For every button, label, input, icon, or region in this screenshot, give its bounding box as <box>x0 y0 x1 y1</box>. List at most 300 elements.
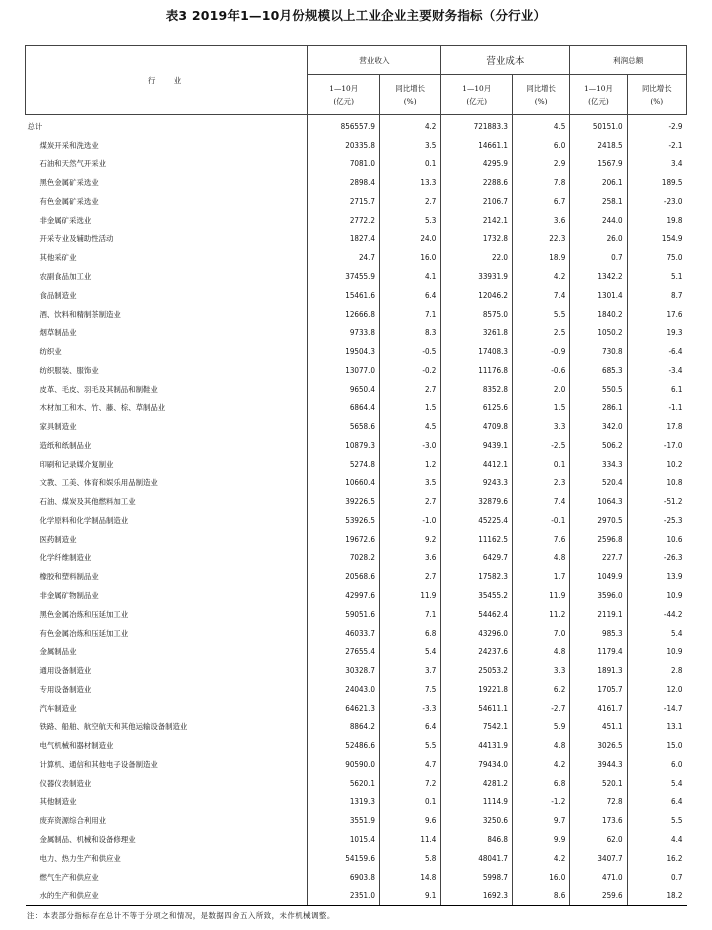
revenue-growth: 3.7 <box>380 661 441 680</box>
profit-value: 471.0 <box>570 868 627 887</box>
profit-value: 3944.3 <box>570 755 627 774</box>
cost-value: 79434.0 <box>441 755 513 774</box>
revenue-growth: 3.6 <box>380 549 441 568</box>
cost-growth: 3.3 <box>513 417 570 436</box>
table-header <box>26 46 687 115</box>
subheader-revenue-growth: 同比增长 (%) <box>380 75 441 115</box>
revenue-value: 10879.3 <box>308 436 380 455</box>
revenue-growth: 5.4 <box>380 642 441 661</box>
profit-growth: -17.0 <box>627 436 686 455</box>
cost-value: 22.0 <box>441 248 513 267</box>
revenue-growth: 0.1 <box>380 155 441 174</box>
industry-name: 造纸和纸制品业 <box>39 440 92 450</box>
cost-value: 54462.4 <box>441 605 513 624</box>
table-row <box>26 230 687 249</box>
table-row <box>26 680 687 699</box>
profit-growth: 17.8 <box>627 417 686 436</box>
revenue-value: 1827.4 <box>308 230 380 249</box>
revenue-growth: 24.0 <box>380 230 441 249</box>
cost-growth: 7.4 <box>513 286 570 305</box>
table-row <box>26 455 687 474</box>
profit-value: 1891.3 <box>570 661 627 680</box>
profit-value: 227.7 <box>570 549 627 568</box>
table-row <box>26 886 687 905</box>
revenue-growth: 4.7 <box>380 755 441 774</box>
revenue-value: 9733.8 <box>308 323 380 342</box>
industry-name: 金属制品、机械和设备修理业 <box>39 834 136 844</box>
industry-name: 通用设备制造业 <box>39 666 92 676</box>
cost-growth: 7.8 <box>513 173 570 192</box>
revenue-value: 5658.6 <box>308 417 380 436</box>
industry-name: 纺织业 <box>39 347 62 357</box>
cost-growth: 3.6 <box>513 211 570 230</box>
profit-growth: 2.8 <box>627 661 686 680</box>
revenue-value: 856557.9 <box>308 115 380 136</box>
profit-growth: 10.2 <box>627 455 686 474</box>
cost-growth: 6.0 <box>513 136 570 155</box>
revenue-growth: 16.0 <box>380 248 441 267</box>
revenue-value: 2715.7 <box>308 192 380 211</box>
profit-growth: 5.4 <box>627 774 686 793</box>
industry-name: 文教、工美、体育和娱乐用品制造业 <box>39 478 158 488</box>
revenue-growth: 9.6 <box>380 811 441 830</box>
profit-growth: 0.7 <box>627 868 686 887</box>
profit-growth: 8.7 <box>627 286 686 305</box>
industry-name: 石油、煤炭及其他燃料加工业 <box>39 497 136 507</box>
profit-growth: 12.0 <box>627 680 686 699</box>
cost-growth: 6.7 <box>513 192 570 211</box>
table-row <box>26 115 687 136</box>
cost-growth: 9.9 <box>513 830 570 849</box>
profit-value: 62.0 <box>570 830 627 849</box>
revenue-growth: -1.0 <box>380 511 441 530</box>
revenue-growth: 11.9 <box>380 586 441 605</box>
revenue-value: 13077.0 <box>308 361 380 380</box>
revenue-growth: 6.8 <box>380 624 441 643</box>
table-row <box>26 511 687 530</box>
header-profit: 利润总额 <box>570 46 687 75</box>
table-row <box>26 811 687 830</box>
profit-value: 50151.0 <box>570 115 627 136</box>
revenue-growth: 0.1 <box>380 793 441 812</box>
revenue-value: 19504.3 <box>308 342 380 361</box>
cost-value: 54611.1 <box>441 699 513 718</box>
revenue-growth: 2.7 <box>380 192 441 211</box>
profit-value: 206.1 <box>570 173 627 192</box>
profit-value: 985.3 <box>570 624 627 643</box>
profit-growth: 17.6 <box>627 305 686 324</box>
revenue-growth: -0.2 <box>380 361 441 380</box>
industry-name: 总计 <box>27 121 43 131</box>
subheader-revenue-period: 1—10月 (亿元) <box>308 75 380 115</box>
profit-growth: -51.2 <box>627 492 686 511</box>
revenue-growth: 2.7 <box>380 567 441 586</box>
profit-growth: 10.9 <box>627 586 686 605</box>
cost-growth: 5.9 <box>513 718 570 737</box>
table-title: 表3 2019年1—10月份规模以上工业企业主要财务指标（分行业） <box>165 8 547 23</box>
cost-growth: -0.1 <box>513 511 570 530</box>
industry-name: 汽车制造业 <box>39 703 77 713</box>
profit-growth: -23.0 <box>627 192 686 211</box>
industry-name: 酒、饮料和精制茶制造业 <box>39 309 121 319</box>
revenue-growth: 7.5 <box>380 680 441 699</box>
cost-value: 4412.1 <box>441 455 513 474</box>
profit-value: 342.0 <box>570 417 627 436</box>
revenue-value: 6903.8 <box>308 868 380 887</box>
revenue-growth: 6.4 <box>380 718 441 737</box>
profit-value: 451.1 <box>570 718 627 737</box>
revenue-value: 2898.4 <box>308 173 380 192</box>
table-row <box>26 192 687 211</box>
revenue-value: 7081.0 <box>308 155 380 174</box>
profit-growth: 13.9 <box>627 567 686 586</box>
profit-value: 730.8 <box>570 342 627 361</box>
cost-value: 6125.6 <box>441 398 513 417</box>
industry-name: 医药制造业 <box>39 534 77 544</box>
industry-name: 专用设备制造业 <box>39 684 92 694</box>
cost-growth: 6.8 <box>513 774 570 793</box>
table-row <box>26 474 687 493</box>
revenue-value: 12666.8 <box>308 305 380 324</box>
cost-growth: 4.5 <box>513 115 570 136</box>
profit-growth: 13.1 <box>627 718 686 737</box>
profit-value: 2119.1 <box>570 605 627 624</box>
industry-name: 农副食品加工业 <box>39 272 92 281</box>
revenue-growth: 8.3 <box>380 323 441 342</box>
cost-growth: 2.9 <box>513 155 570 174</box>
cost-growth: 1.7 <box>513 567 570 586</box>
industry-name: 非金属矿采选业 <box>39 215 92 225</box>
profit-growth: -2.9 <box>627 115 686 136</box>
profit-growth: 19.3 <box>627 323 686 342</box>
profit-growth: 6.4 <box>627 793 686 812</box>
cost-value: 1692.3 <box>441 886 513 905</box>
profit-value: 1064.3 <box>570 492 627 511</box>
table-row <box>26 549 687 568</box>
revenue-value: 20335.8 <box>308 136 380 155</box>
industry-name: 纺织服装、服饰业 <box>39 365 99 375</box>
profit-value: 3026.5 <box>570 736 627 755</box>
cost-growth: 2.5 <box>513 323 570 342</box>
profit-value: 3596.0 <box>570 586 627 605</box>
profit-value: 334.3 <box>570 455 627 474</box>
profit-growth: 10.6 <box>627 530 686 549</box>
cost-value: 4281.2 <box>441 774 513 793</box>
cost-growth: 3.3 <box>513 661 570 680</box>
revenue-growth: 4.2 <box>380 115 441 136</box>
revenue-value: 46033.7 <box>308 624 380 643</box>
table-row <box>26 868 687 887</box>
revenue-value: 9650.4 <box>308 380 380 399</box>
industry-name: 黑色金属冶炼和压延加工业 <box>39 609 129 619</box>
profit-value: 1179.4 <box>570 642 627 661</box>
cost-value: 43296.0 <box>441 624 513 643</box>
table-row <box>26 849 687 868</box>
table-row <box>26 398 687 417</box>
table-row <box>26 567 687 586</box>
cost-value: 11176.8 <box>441 361 513 380</box>
revenue-growth: -0.5 <box>380 342 441 361</box>
table-row <box>26 718 687 737</box>
revenue-value: 54159.6 <box>308 849 380 868</box>
cost-growth: 2.0 <box>513 380 570 399</box>
cost-value: 25053.2 <box>441 661 513 680</box>
cost-growth: 11.2 <box>513 605 570 624</box>
profit-value: 0.7 <box>570 248 627 267</box>
profit-growth: -2.1 <box>627 136 686 155</box>
cost-value: 48041.7 <box>441 849 513 868</box>
table-row <box>26 136 687 155</box>
cost-growth: 22.3 <box>513 230 570 249</box>
cost-growth: -2.5 <box>513 436 570 455</box>
industry-name: 烟草制品业 <box>39 328 77 338</box>
revenue-value: 1015.4 <box>308 830 380 849</box>
industry-name: 化学原料和化学制品制造业 <box>39 515 129 525</box>
industry-name: 燃气生产和供应业 <box>39 872 99 882</box>
cost-growth: 4.2 <box>513 267 570 286</box>
cost-value: 2106.7 <box>441 192 513 211</box>
subheader-cost-period: 1—10月 (亿元) <box>441 75 513 115</box>
industry-name: 金属制品业 <box>39 647 77 657</box>
cost-growth: 1.5 <box>513 398 570 417</box>
profit-growth: -6.4 <box>627 342 686 361</box>
profit-growth: 5.5 <box>627 811 686 830</box>
table-row <box>26 492 687 511</box>
cost-growth: 6.2 <box>513 680 570 699</box>
revenue-growth: 4.5 <box>380 417 441 436</box>
header-revenue: 营业收入 <box>308 46 441 75</box>
table-row <box>26 380 687 399</box>
table-row <box>26 755 687 774</box>
subheader-cost-growth: 同比增长 (%) <box>513 75 570 115</box>
profit-value: 3407.7 <box>570 849 627 868</box>
cost-value: 7542.1 <box>441 718 513 737</box>
profit-value: 1567.9 <box>570 155 627 174</box>
profit-value: 1050.2 <box>570 323 627 342</box>
revenue-growth: 11.4 <box>380 830 441 849</box>
revenue-value: 2772.2 <box>308 211 380 230</box>
cost-growth: 8.6 <box>513 886 570 905</box>
revenue-growth: 14.8 <box>380 868 441 887</box>
cost-value: 846.8 <box>441 830 513 849</box>
cost-growth: 11.9 <box>513 586 570 605</box>
profit-value: 2970.5 <box>570 511 627 530</box>
cost-growth: -1.2 <box>513 793 570 812</box>
table-row <box>26 830 687 849</box>
industry-name: 木材加工和木、竹、藤、棕、草制品业 <box>39 403 166 413</box>
cost-value: 5998.7 <box>441 868 513 887</box>
profit-growth: 75.0 <box>627 248 686 267</box>
revenue-value: 1319.3 <box>308 793 380 812</box>
profit-value: 26.0 <box>570 230 627 249</box>
revenue-growth: 1.2 <box>380 455 441 474</box>
profit-value: 259.6 <box>570 886 627 905</box>
cost-value: 14661.1 <box>441 136 513 155</box>
profit-value: 550.5 <box>570 380 627 399</box>
cost-value: 24237.6 <box>441 642 513 661</box>
revenue-growth: -3.0 <box>380 436 441 455</box>
revenue-value: 27655.4 <box>308 642 380 661</box>
profit-growth: 16.2 <box>627 849 686 868</box>
profit-growth: -3.4 <box>627 361 686 380</box>
revenue-growth: 7.1 <box>380 305 441 324</box>
table-row <box>26 661 687 680</box>
subheader-profit-growth: 同比增长 (%) <box>627 75 686 115</box>
revenue-value: 90590.0 <box>308 755 380 774</box>
table-row <box>26 642 687 661</box>
table-row <box>26 305 687 324</box>
table-row <box>26 173 687 192</box>
revenue-growth: 9.2 <box>380 530 441 549</box>
revenue-value: 19672.6 <box>308 530 380 549</box>
revenue-value: 52486.6 <box>308 736 380 755</box>
profit-growth: 189.5 <box>627 173 686 192</box>
profit-value: 244.0 <box>570 211 627 230</box>
revenue-value: 24043.0 <box>308 680 380 699</box>
revenue-value: 59051.6 <box>308 605 380 624</box>
profit-growth: 6.0 <box>627 755 686 774</box>
profit-growth: 19.8 <box>627 211 686 230</box>
cost-growth: 7.6 <box>513 530 570 549</box>
table-row <box>26 342 687 361</box>
revenue-growth: 7.1 <box>380 605 441 624</box>
profit-value: 2418.5 <box>570 136 627 155</box>
cost-value: 1114.9 <box>441 793 513 812</box>
cost-growth: 16.0 <box>513 868 570 887</box>
revenue-value: 30328.7 <box>308 661 380 680</box>
cost-growth: 18.9 <box>513 248 570 267</box>
revenue-growth: 5.8 <box>380 849 441 868</box>
cost-value: 17582.3 <box>441 567 513 586</box>
revenue-growth: 3.5 <box>380 136 441 155</box>
table-row <box>26 248 687 267</box>
revenue-growth: 13.3 <box>380 173 441 192</box>
profit-growth: 154.9 <box>627 230 686 249</box>
revenue-value: 10660.4 <box>308 474 380 493</box>
industry-name: 食品制造业 <box>39 290 77 300</box>
industry-name: 开采专业及辅助性活动 <box>39 234 114 244</box>
profit-value: 1342.2 <box>570 267 627 286</box>
cost-value: 3261.8 <box>441 323 513 342</box>
table-row <box>26 699 687 718</box>
industry-name: 橡胶和塑料制品业 <box>39 572 99 582</box>
profit-value: 1840.2 <box>570 305 627 324</box>
cost-value: 3250.6 <box>441 811 513 830</box>
revenue-value: 5274.8 <box>308 455 380 474</box>
profit-value: 72.8 <box>570 793 627 812</box>
cost-growth: 4.2 <box>513 849 570 868</box>
revenue-growth: 3.5 <box>380 474 441 493</box>
table-row <box>26 211 687 230</box>
revenue-growth: 2.7 <box>380 492 441 511</box>
table-row <box>26 267 687 286</box>
table-row <box>26 736 687 755</box>
profit-value: 520.4 <box>570 474 627 493</box>
profit-growth: -25.3 <box>627 511 686 530</box>
revenue-value: 64621.3 <box>308 699 380 718</box>
profit-growth: 10.9 <box>627 642 686 661</box>
industry-name: 铁路、船舶、航空航天和其他运输设备制造业 <box>39 722 188 732</box>
industry-name: 电力、热力生产和供应业 <box>39 853 121 863</box>
profit-growth: -1.1 <box>627 398 686 417</box>
industry-name: 印刷和记录媒介复制业 <box>39 459 114 469</box>
cost-value: 45225.4 <box>441 511 513 530</box>
revenue-value: 7028.2 <box>308 549 380 568</box>
industry-name: 非金属矿物制品业 <box>39 591 99 601</box>
table-row <box>26 530 687 549</box>
cost-value: 35455.2 <box>441 586 513 605</box>
profit-value: 520.1 <box>570 774 627 793</box>
revenue-growth: 5.3 <box>380 211 441 230</box>
table-row <box>26 323 687 342</box>
cost-value: 19221.8 <box>441 680 513 699</box>
cost-value: 1732.8 <box>441 230 513 249</box>
industry-name: 电气机械和器材制造业 <box>39 741 114 751</box>
cost-value: 17408.3 <box>441 342 513 361</box>
industry-name: 黑色金属矿采选业 <box>39 178 99 188</box>
industry-name: 皮革、毛皮、羽毛及其制品和制鞋业 <box>39 384 158 394</box>
revenue-growth: 5.5 <box>380 736 441 755</box>
revenue-value: 24.7 <box>308 248 380 267</box>
revenue-value: 37455.9 <box>308 267 380 286</box>
financial-indicators-table <box>25 45 687 906</box>
cost-value: 8352.8 <box>441 380 513 399</box>
profit-value: 173.6 <box>570 811 627 830</box>
cost-growth: 0.1 <box>513 455 570 474</box>
table-row <box>26 793 687 812</box>
profit-growth: 5.4 <box>627 624 686 643</box>
industry-name: 仪器仪表制造业 <box>39 778 92 788</box>
profit-growth: 10.8 <box>627 474 686 493</box>
cost-value: 6429.7 <box>441 549 513 568</box>
industry-name: 煤炭开采和洗选业 <box>39 140 99 150</box>
cost-growth: -2.7 <box>513 699 570 718</box>
cost-growth: 4.8 <box>513 736 570 755</box>
cost-value: 32879.6 <box>441 492 513 511</box>
table-row <box>26 624 687 643</box>
cost-value: 4709.8 <box>441 417 513 436</box>
cost-growth: 4.2 <box>513 755 570 774</box>
cost-growth: 5.5 <box>513 305 570 324</box>
revenue-value: 6864.4 <box>308 398 380 417</box>
table-row <box>26 155 687 174</box>
revenue-value: 42997.6 <box>308 586 380 605</box>
profit-value: 286.1 <box>570 398 627 417</box>
cost-growth: 2.3 <box>513 474 570 493</box>
profit-value: 1705.7 <box>570 680 627 699</box>
revenue-value: 8864.2 <box>308 718 380 737</box>
revenue-growth: 2.7 <box>380 380 441 399</box>
table-row <box>26 286 687 305</box>
profit-growth: 5.1 <box>627 267 686 286</box>
cost-value: 2288.6 <box>441 173 513 192</box>
profit-value: 1301.4 <box>570 286 627 305</box>
profit-growth: -14.7 <box>627 699 686 718</box>
industry-name: 化学纤维制造业 <box>39 553 92 563</box>
cost-growth: 4.8 <box>513 549 570 568</box>
revenue-growth: 7.2 <box>380 774 441 793</box>
cost-value: 33931.9 <box>441 267 513 286</box>
cost-value: 721883.3 <box>441 115 513 136</box>
industry-name: 石油和天然气开采业 <box>39 159 107 169</box>
industry-name: 计算机、通信和其他电子设备制造业 <box>39 759 158 769</box>
cost-growth: -0.6 <box>513 361 570 380</box>
profit-value: 506.2 <box>570 436 627 455</box>
industry-name: 水的生产和供应业 <box>26 886 308 905</box>
industry-name: 其他制造业 <box>39 797 77 807</box>
revenue-value: 39226.5 <box>308 492 380 511</box>
revenue-growth: 4.1 <box>380 267 441 286</box>
